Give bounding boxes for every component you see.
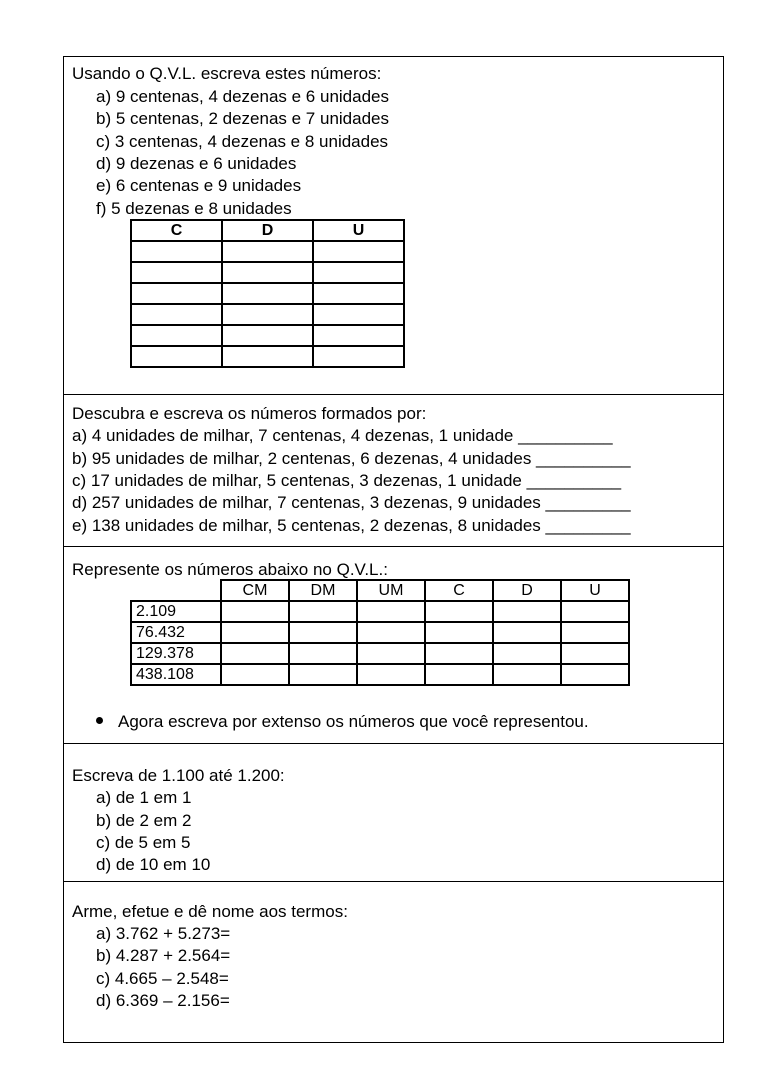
- column-header: DM: [289, 580, 357, 601]
- answer-cell[interactable]: [289, 664, 357, 685]
- column-header: U: [313, 220, 404, 241]
- answer-cell[interactable]: [222, 304, 313, 325]
- table-row: [131, 283, 404, 304]
- answer-cell[interactable]: [221, 601, 289, 622]
- answer-cell[interactable]: [561, 601, 629, 622]
- section-operations: [64, 882, 723, 1042]
- section-qvl-write: [64, 57, 723, 395]
- column-header: U: [561, 580, 629, 601]
- list-item: d) de 10 em 10: [96, 855, 211, 874]
- bullet-icon: [96, 717, 103, 724]
- answer-cell[interactable]: [222, 262, 313, 283]
- answer-cell[interactable]: [221, 622, 289, 643]
- table-row: [131, 304, 404, 325]
- row-number: 2.109: [131, 601, 221, 622]
- answer-cell[interactable]: [222, 346, 313, 367]
- answer-cell[interactable]: [425, 664, 493, 685]
- answer-cell[interactable]: [561, 643, 629, 664]
- answer-cell[interactable]: [425, 643, 493, 664]
- answer-cell[interactable]: [357, 601, 425, 622]
- section-title: Descubra e escreva os números formados por:: [72, 404, 427, 423]
- table-row: [131, 601, 629, 622]
- answer-cell[interactable]: [561, 622, 629, 643]
- cdu-table: [130, 219, 405, 368]
- list-item: c) 17 unidades de milhar, 5 centenas, 3 dezenas, 1 unidade __________: [72, 471, 622, 490]
- list-item: a) 9 centenas, 4 dezenas e 6 unidades: [96, 87, 389, 106]
- answer-cell[interactable]: [289, 601, 357, 622]
- list-item: e) 138 unidades de milhar, 5 centenas, 2 dezenas, 8 unidades _________: [72, 516, 631, 535]
- list-item: d) 6.369 – 2.156=: [96, 991, 230, 1010]
- answer-cell[interactable]: [131, 262, 222, 283]
- list-item: a) 4 unidades de milhar, 7 centenas, 4 dezenas, 1 unidade __________: [72, 426, 613, 445]
- list-item: b) 4.287 + 2.564=: [96, 946, 231, 965]
- answer-cell[interactable]: [131, 346, 222, 367]
- list-item: b) 95 unidades de milhar, 2 centenas, 6 dezenas, 4 unidades __________: [72, 449, 631, 468]
- corner-cell: [131, 580, 221, 601]
- section-title: Escreva de 1.100 até 1.200:: [72, 766, 285, 785]
- answer-cell[interactable]: [131, 283, 222, 304]
- answer-cell[interactable]: [131, 241, 222, 262]
- section-title: Arme, efetue e dê nome aos termos:: [72, 902, 348, 921]
- list-item: c) 4.665 – 2.548=: [96, 969, 229, 988]
- row-number: 438.108: [131, 664, 221, 685]
- answer-cell[interactable]: [313, 262, 404, 283]
- column-header: CM: [221, 580, 289, 601]
- answer-cell[interactable]: [313, 283, 404, 304]
- row-number: 129.378: [131, 643, 221, 664]
- qvl-table: [130, 579, 630, 686]
- column-header: C: [131, 220, 222, 241]
- section-title: Represente os números abaixo no Q.V.L.:: [72, 560, 388, 579]
- worksheet: [63, 56, 724, 1043]
- answer-cell[interactable]: [357, 643, 425, 664]
- section-count-sequence: [64, 744, 723, 882]
- list-item: b) de 2 em 2: [96, 811, 192, 830]
- answer-cell[interactable]: [561, 664, 629, 685]
- answer-cell[interactable]: [313, 325, 404, 346]
- section-title: Usando o Q.V.L. escreva estes números:: [72, 64, 382, 83]
- answer-cell[interactable]: [289, 643, 357, 664]
- column-header: UM: [357, 580, 425, 601]
- section-represent-qvl: [64, 547, 723, 744]
- answer-cell[interactable]: [493, 643, 561, 664]
- bullet-text: Agora escreva por extenso os números que você representou.: [118, 712, 589, 731]
- answer-cell[interactable]: [425, 622, 493, 643]
- list-item: a) de 1 em 1: [96, 788, 192, 807]
- answer-cell[interactable]: [222, 325, 313, 346]
- answer-cell[interactable]: [222, 241, 313, 262]
- answer-cell[interactable]: [313, 304, 404, 325]
- answer-cell[interactable]: [289, 622, 357, 643]
- list-item: d) 257 unidades de milhar, 7 centenas, 3 dezenas, 9 unidades _________: [72, 493, 631, 512]
- answer-cell[interactable]: [131, 304, 222, 325]
- table-header-row: [131, 580, 629, 601]
- answer-cell[interactable]: [131, 325, 222, 346]
- answer-cell[interactable]: [493, 601, 561, 622]
- table-header-row: [131, 220, 404, 241]
- answer-cell[interactable]: [357, 664, 425, 685]
- list-item: c) 3 centenas, 4 dezenas e 8 unidades: [96, 132, 389, 151]
- table-row: [131, 325, 404, 346]
- bullet-item: [96, 711, 589, 732]
- list-item: d) 9 dezenas e 6 unidades: [96, 154, 297, 173]
- column-header: D: [493, 580, 561, 601]
- table-row: [131, 622, 629, 643]
- column-header: D: [222, 220, 313, 241]
- table-row: [131, 241, 404, 262]
- answer-cell[interactable]: [221, 643, 289, 664]
- table-row: [131, 262, 404, 283]
- answer-cell[interactable]: [313, 241, 404, 262]
- table-row: [131, 643, 629, 664]
- answer-cell[interactable]: [493, 664, 561, 685]
- table-row: [131, 664, 629, 685]
- answer-cell[interactable]: [357, 622, 425, 643]
- answer-cell[interactable]: [313, 346, 404, 367]
- answer-cell[interactable]: [425, 601, 493, 622]
- list-item: a) 3.762 + 5.273=: [96, 924, 231, 943]
- list-item: e) 6 centenas e 9 unidades: [96, 176, 302, 195]
- list-item: c) de 5 em 5: [96, 833, 191, 852]
- column-header: C: [425, 580, 493, 601]
- list-item: f) 5 dezenas e 8 unidades: [96, 199, 292, 218]
- list-item: b) 5 centenas, 2 dezenas e 7 unidades: [96, 109, 389, 128]
- answer-cell[interactable]: [493, 622, 561, 643]
- row-number: 76.432: [131, 622, 221, 643]
- answer-cell[interactable]: [222, 283, 313, 304]
- table-row: [131, 346, 404, 367]
- answer-cell[interactable]: [221, 664, 289, 685]
- section-discover-numbers: [64, 395, 723, 547]
